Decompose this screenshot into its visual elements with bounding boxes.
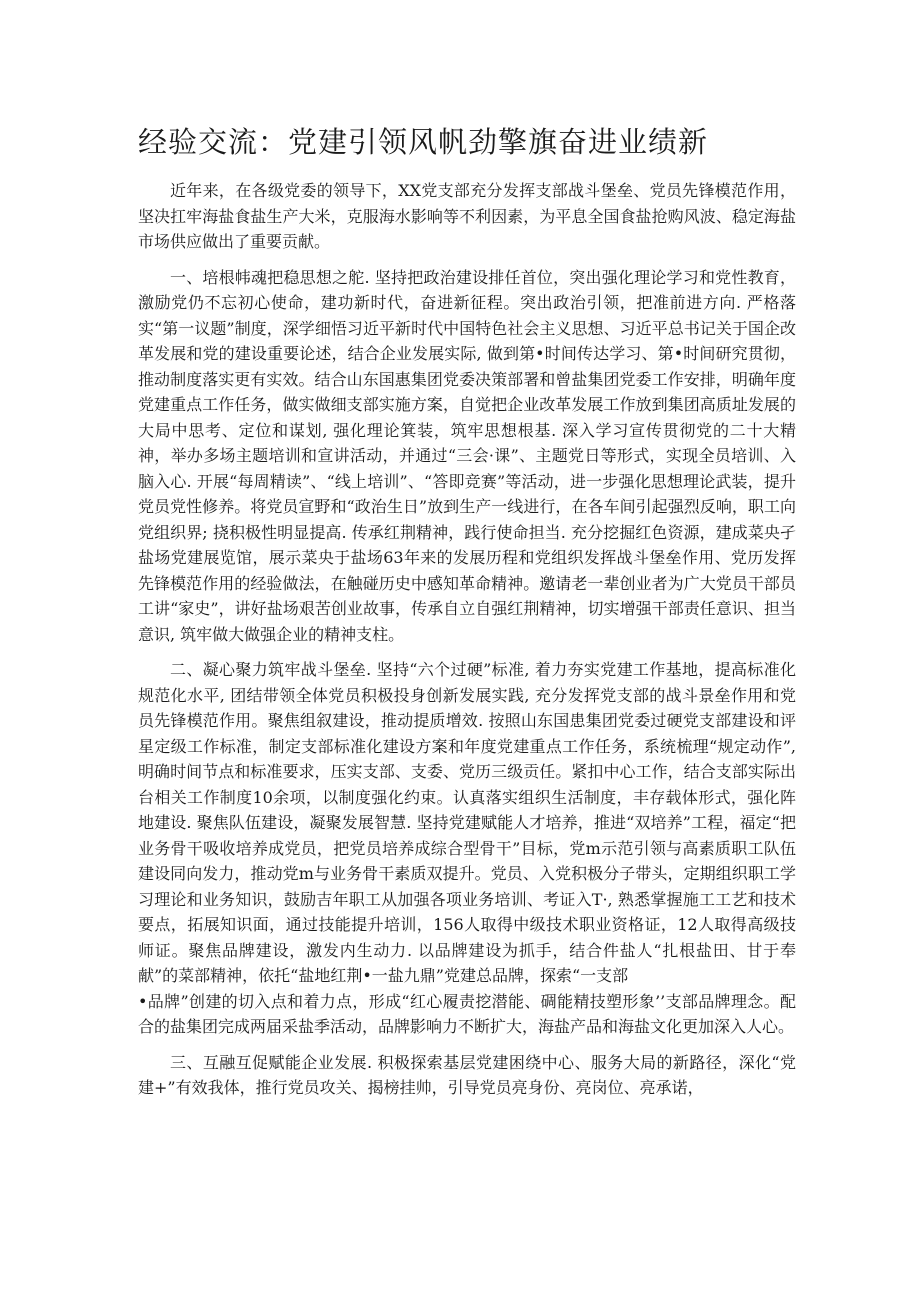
paragraph-section-two: 二、凝心聚力筑牢战斗堡垒. 坚持“六个过硬”标准, 着力夯实党建工作基地，提高标准化规范化水平, 团结带领全体党员积极投身创新发展实践, 充分发挥党支部的战斗景垒作用和党员先锋模范作用。聚焦组叙建设，推动提质增效. 按照山东国患集团党委过硬党支部建设和评星定级工作标准，制定支部标准化建设方案和年度党建重点工作任务，系统梳理“规定动作”, 明确时间节点和标准要求，压实支部、支委、党历三级贡任。紧扣中心工作，结合支部实际出台相关工作制度10余项，以制度强化约束。认真落实组织生活制度，丰存载体形式，强化阵地建设. 聚焦队伍建设，凝聚发展智慧. 坚持党建赋能人才培养，推进“双培养”工程，福定“把业务骨干吸收培养成党员，把党员培养成综合型骨干”目标，党m示范引领与高素质职工队伍建设同向发力，推动党m与业务骨干素质双提升。党员、入党积极分子带头，定期组织职工学习理论和业务知识，鼓励吉年职工从加强各项业务培训、考证入T·, 熟悉掌握施工工艺和技术要点，拓展知识面，通过技能提升培训，156人取得中级技术职业资格证，12人取得高级技师证。聚焦品牌建设，激发内生动力. 以品牌建设为抓手，结合件盐人“扎根盐田、甘于奉献”的菜部精神，依托“盐地红荆•一盐九鼎”党建总品牌，探索“一支部 — [138, 660, 796, 985]
paragraph-section-one: 一、培根帏魂把稳思想之舵. 坚持把政治建设排任首位，突出强化理论学习和党性教育，激励党仍不忘初心使命，建功新时代，奋进新征程。突出政治引领，把准前进方向. 严格落实“第一议题”制度，深学细悟习近平新时代中国特色社会主义思想、习近平总书记关于国企改革发展和党的建设重要论述，结合企业发展实际, 做到第•时间传达学习、第•时间研究贯彻，推动制度落实更有实效。结合山东国惠集团党委决策部署和曾盐集团党委工作安排，明确年度党建重点工作任务，做实做细支部实施方案，自觉把企业改革发展工作放到集团高质址发展的大局中思考、定位和谋划, 强化理论箕装，筑牢思想根基. 深入学习宣传贯彻党的二十大精神，举办多场主题培训和宣讲活动，并通过“三会·课”、主题党日等形式，实现全员培训、入脑入心. 开展“每周精读”、“线上培训”、“答即竞赛”等活动，进一步强化思想理论武装，提升党员党性修养。将党员宣野和“政治生日”放到生产一线进行，在各车间引起强烈反响，职工向党组织界; 挠积极性明显提高. 传承红荆精神，践行使命担当. 充分挖掘红色资源，建成菜央孑盐场党建展览馆，展示菜央于盐场63年来的发展历程和党组织发挥战斗堡垒作用、党历发挥先锋模范作用的经验做法，在触碰历史中感知革命精神。邀请老一辈创业者为广大党员干部员工讲“家史”，讲好盐场艰苦创业故事，传承自立自强红荆精神，切实增强干部责任意识、担当意识, 筑牢做大做强企业的精神支柱。 — [138, 267, 796, 644]
paragraph-section-two-continued: •品牌”创建的切入点和着力点，形成“红心履责挖潜能、碉能精技塑形象’’支部品牌理念。配合的盐集团完成两届采盐季活动，品牌影响力不断扩大，海盐产品和海盐文化更加深入人心。 — [138, 991, 796, 1036]
document-title: 经验交流：党建引领风帆劲擎旗奋进业绩新 — [138, 125, 709, 159]
document-body — [138, 178, 796, 1111]
paragraph-section-three: 三、互融互促赋能企业发展. 积极探索基层党建困绕中心、服务大局的新路径，深化“党建+”有效我体，推行党员攻关、揭榜挂帅，引导党员亮身份、亮岗位、亮承诺， — [138, 1052, 796, 1097]
paragraph-intro: 近年来，在各级党委的领导下，XX党支部充分发挥支部战斗堡垒、党员先锋模范作用，坚决扛牢海盐食盐生产大米，克服海水影响等不利因素，为平息全国食盐抢购风波、稳定海盐市场供应做出了重要贡献。 — [138, 181, 796, 251]
